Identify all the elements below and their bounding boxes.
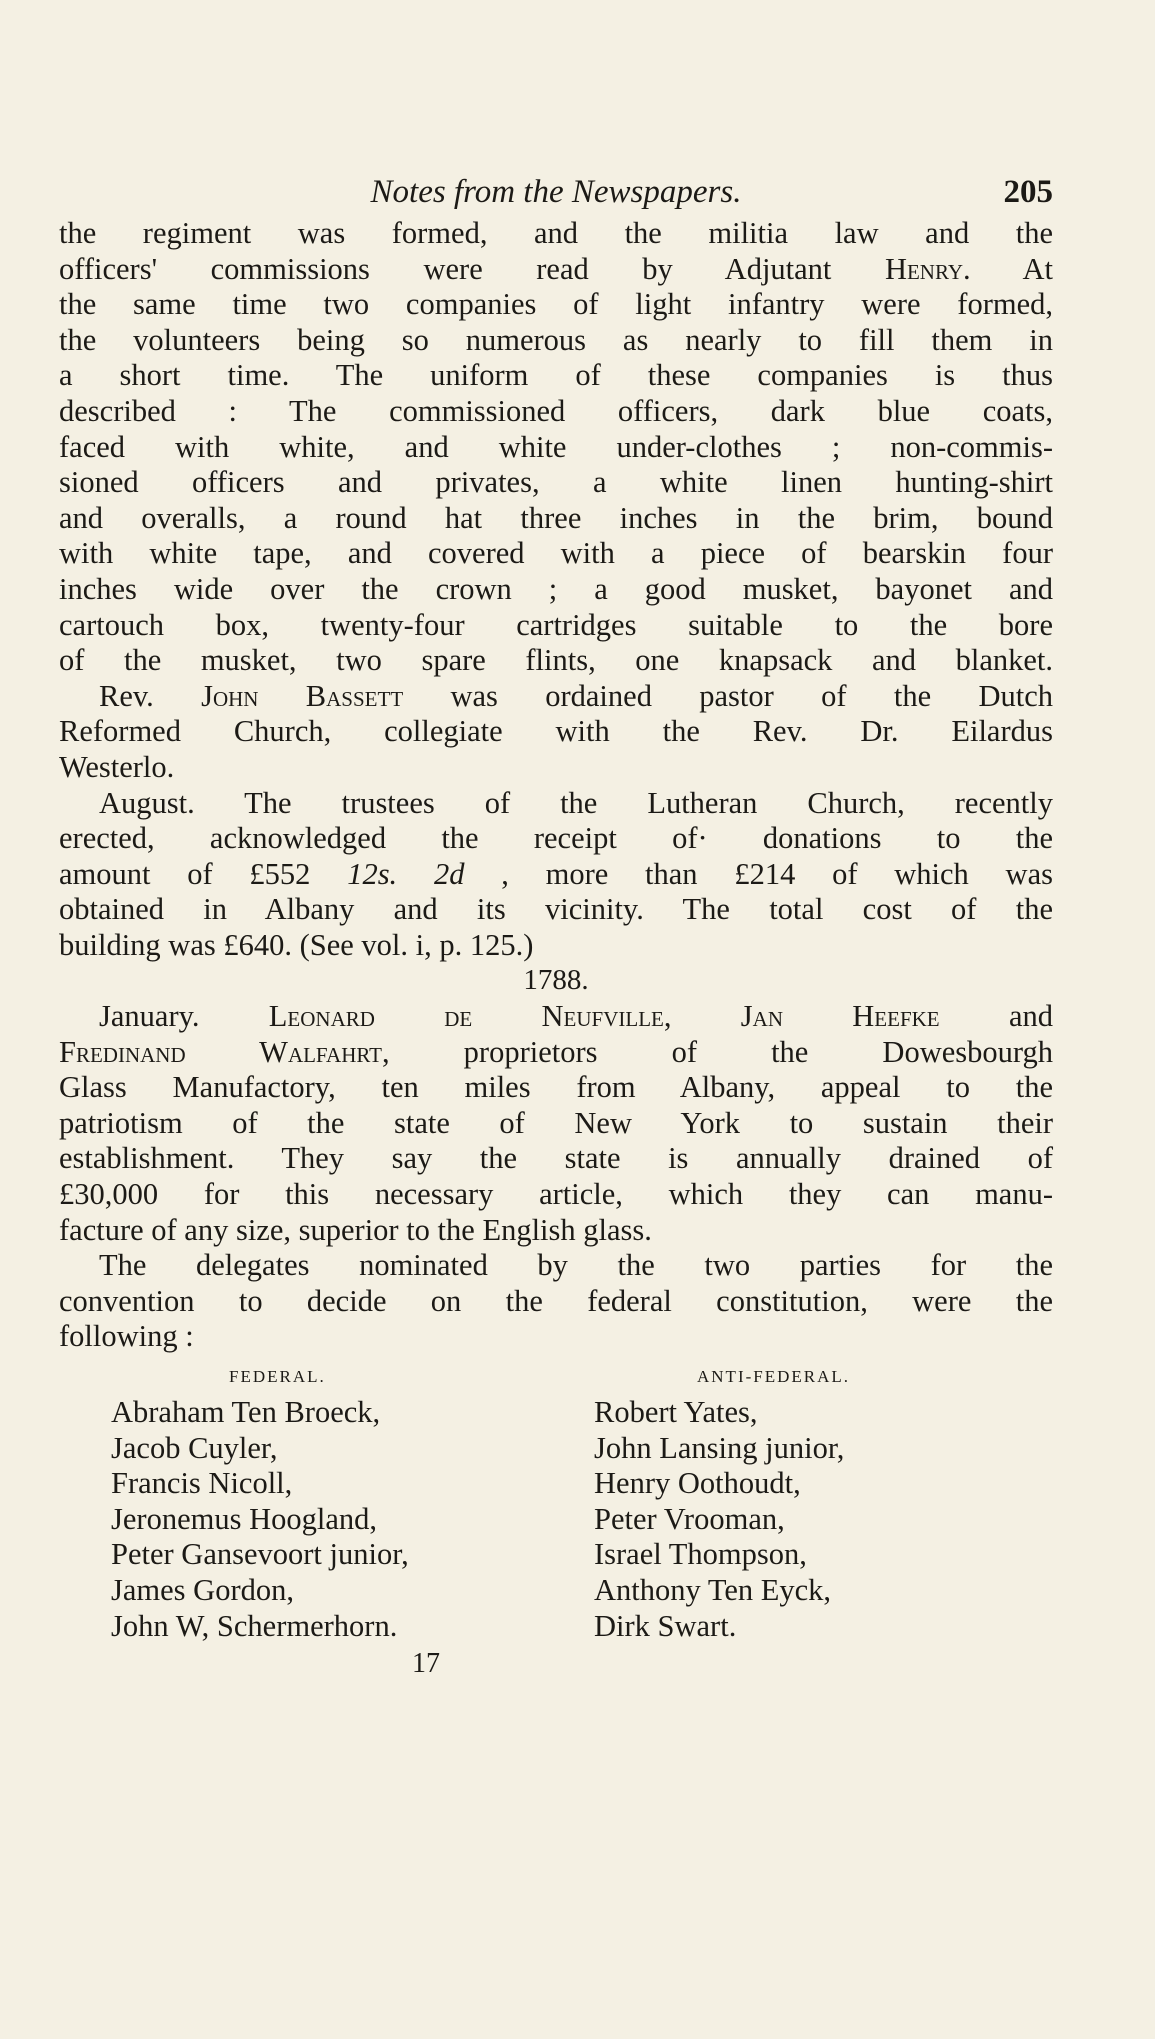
paragraph-regiment [59, 216, 1053, 679]
page-number: 205 [1003, 174, 1053, 210]
federal-heading: FEDERAL. [229, 1367, 326, 1386]
running-head [59, 170, 1053, 216]
text-line: a short time. The uniform of these companies is thus [59, 358, 1053, 393]
book-page [59, 170, 1053, 1684]
table-row [59, 1609, 1053, 1645]
anti-federal-delegate: Israel Thompson, [594, 1537, 807, 1572]
paragraph-bassett [59, 679, 1053, 786]
text-line: building was £640. (See vol. i, p. 125.) [59, 927, 534, 962]
text-line: amount of £552 12s. 2d , more than £214 of which was [59, 856, 1053, 891]
text-line: officers' commissions were read by Adjutant Henry. At [59, 251, 1053, 286]
text-line: the regiment was formed, and the militia law and the [59, 216, 1053, 250]
table-row [59, 1395, 1053, 1431]
federal-delegate: Francis Nicoll, [111, 1466, 293, 1501]
table-row [59, 1502, 1053, 1538]
federal-delegate: Peter Gansevoort junior, [111, 1537, 409, 1572]
running-title: Notes from the Newspapers. [370, 174, 742, 210]
paragraph-delegates [59, 1248, 1053, 1355]
anti-federal-heading: ANTI-FEDERAL. [697, 1367, 851, 1386]
text-line: the volunteers being so numerous as nearly to fill them in [59, 322, 1053, 357]
text-line: faced with white, and white under-clothes ; non-commis- [59, 429, 1053, 464]
federal-delegate: Jacob Cuyler, [111, 1430, 278, 1465]
delegates-table [59, 1359, 1053, 1644]
federal-delegate: Jeronemus Hoogland, [111, 1501, 377, 1536]
anti-federal-delegate: Robert Yates, [594, 1395, 758, 1429]
anti-federal-delegate: John Lansing junior, [594, 1430, 845, 1465]
text-line: August. The trustees of the Lutheran Church, recently [99, 785, 1053, 820]
text-line: patriotism of the state of New York to sustain their [59, 1105, 1053, 1140]
table-row [59, 1431, 1053, 1467]
paragraph-lutheran [59, 786, 1053, 964]
text-line: The delegates nominated by the two parties for the [99, 1248, 1053, 1283]
text-line: convention to decide on the federal constitution, were the [59, 1283, 1053, 1318]
federal-delegate: Abraham Ten Broeck, [111, 1395, 381, 1429]
table-row [59, 1573, 1053, 1609]
text-line: Westerlo. [59, 749, 175, 784]
text-line: sioned officers and privates, a white linen hunting-shirt [59, 465, 1053, 500]
text-line: Fredinand Walfahrt, proprietors of the Dowesbourgh [59, 1034, 1054, 1069]
anti-federal-delegate: Anthony Ten Eyck, [594, 1572, 832, 1607]
table-header [59, 1359, 1053, 1395]
table-row [59, 1537, 1053, 1573]
year-heading: 1788. [523, 964, 589, 997]
table-row [59, 1466, 1053, 1502]
text-line: obtained in Albany and its vicinity. The total cost of the [59, 892, 1053, 927]
anti-federal-delegate: Henry Oothoudt, [594, 1466, 801, 1501]
text-line: cartouch box, twenty-four cartridges suitable to the bore [59, 607, 1053, 642]
federal-delegate: John W, Schermerhorn. [111, 1608, 398, 1643]
text-line: Rev. John Bassett was ordained pastor of the Dutch [99, 678, 1053, 713]
text-line: facture of any size, superior to the English glass. [59, 1212, 652, 1247]
text-line: of the musket, two spare flints, one knapsack and blanket. [59, 643, 1053, 678]
anti-federal-delegate: Dirk Swart. [594, 1608, 737, 1643]
text-line: January. Leonard de Neufville, Jan Heefke and [99, 999, 1053, 1034]
text-line: following : [59, 1319, 194, 1354]
text-line: the same time two companies of light infantry were formed, [59, 287, 1053, 322]
name-bassett: John Bassett [201, 678, 404, 713]
text-line: Glass Manufactory, ten miles from Albany, appeal to the [59, 1070, 1053, 1105]
anti-federal-delegate: Peter Vrooman, [594, 1501, 785, 1536]
signature-mark: 17 [412, 1648, 440, 1680]
text-line: and overalls, a round hat three inches in the brim, bound [59, 500, 1053, 535]
text-line: inches wide over the crown ; a good musket, bayonet and [59, 571, 1053, 606]
name-henry: Henry. [884, 251, 971, 286]
text-line: establishment. They say the state is annually drained of [59, 1141, 1053, 1176]
text-line: £30,000 for this necessary article, which they can manu- [59, 1177, 1053, 1212]
text-line: described : The commissioned officers, dark blue coats, [59, 393, 1053, 428]
federal-delegate: James Gordon, [111, 1572, 294, 1607]
text-line: erected, acknowledged the receipt of· donations to the [59, 821, 1053, 856]
text-line: with white tape, and covered with a piece of bearskin four [59, 536, 1053, 571]
paragraph-glass [59, 999, 1053, 1248]
text-line: Reformed Church, collegiate with the Rev. Dr. Eilardus [59, 714, 1053, 749]
